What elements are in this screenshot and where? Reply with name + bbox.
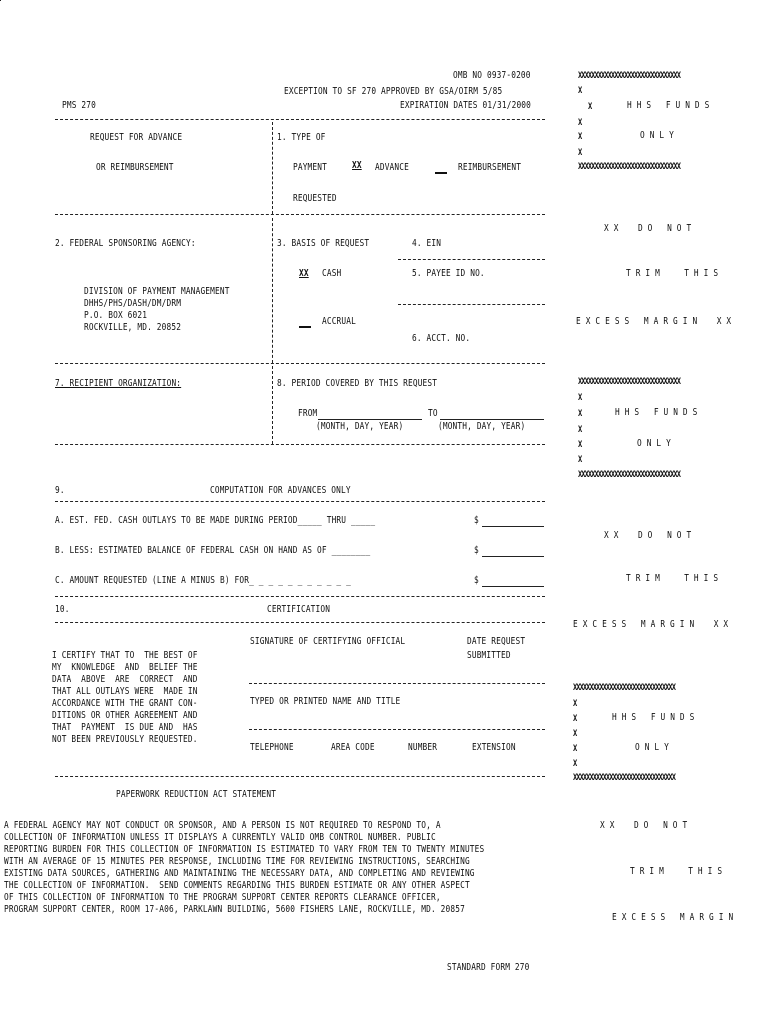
cert-statement-1: I CERTIFY THAT TO THE BEST OF bbox=[52, 650, 198, 661]
payee-id-label: 5. PAYEE ID NO. bbox=[412, 268, 485, 279]
signature-label: SIGNATURE OF CERTIFYING OFFICIAL bbox=[250, 636, 406, 647]
agency-address-4: ROCKVILLE, MD. 20852 bbox=[84, 322, 182, 333]
date-request-label: DATE REQUEST bbox=[467, 636, 526, 647]
divider bbox=[272, 366, 273, 444]
margin-star: X bbox=[578, 148, 582, 158]
computation-number: 9. bbox=[55, 485, 65, 496]
divider bbox=[272, 218, 273, 363]
margin-star: X bbox=[578, 440, 582, 450]
margin-star: X bbox=[588, 102, 592, 112]
paperwork-title: PAPERWORK REDUCTION ACT STATEMENT bbox=[116, 789, 277, 800]
acct-no-label: 6. ACCT. NO. bbox=[412, 333, 471, 344]
hhs-funds-text: H H S F U N D S bbox=[627, 100, 710, 111]
from-label: FROM bbox=[298, 408, 318, 419]
cert-statement-7: THAT PAYMENT IS DUE AND HAS bbox=[52, 722, 198, 733]
trim-this-text: T R I M T H I S bbox=[626, 268, 719, 279]
area-code-label: AREA CODE bbox=[331, 742, 375, 753]
margin-star: X bbox=[573, 744, 577, 754]
only-text: O N L Y bbox=[640, 130, 674, 141]
divider bbox=[272, 122, 273, 214]
paperwork-line-5: EXISTING DATA SOURCES, GATHERING AND MAINTAINING THE NECESSARY DATA, AND COMPLETING AND REVIEWING bbox=[4, 868, 475, 879]
trim-this-text: T R I M T H I S bbox=[626, 573, 719, 584]
submitted-label: SUBMITTED bbox=[467, 650, 511, 661]
trim-this-text: T R I M T H I S bbox=[630, 866, 723, 877]
line-a-amount[interactable] bbox=[482, 526, 544, 527]
ein-field[interactable] bbox=[398, 259, 545, 260]
period-covered-label: 8. PERIOD COVERED BY THIS REQUEST bbox=[277, 378, 438, 389]
margin-star: X bbox=[573, 729, 577, 739]
reimbursement-checkbox[interactable] bbox=[435, 172, 447, 174]
basis-of-request-label: 3. BASIS OF REQUEST bbox=[277, 238, 370, 249]
payment-label: PAYMENT bbox=[293, 162, 327, 173]
excess-margin-text: E X C E S S M A R G I N X X bbox=[573, 619, 729, 630]
name-field[interactable] bbox=[249, 729, 545, 730]
margin-stars: XXXXXXXXXXXXXXXXXXXXXXXXXXXXXXX bbox=[578, 377, 681, 387]
form-id: PMS 270 bbox=[62, 100, 96, 111]
margin-star: X bbox=[578, 425, 582, 435]
hhs-funds-text: H H S F U N D S bbox=[612, 712, 695, 723]
advance-checkbox[interactable]: XX bbox=[352, 160, 362, 171]
to-date-field[interactable] bbox=[440, 419, 544, 420]
agency-address-1: DIVISION OF PAYMENT MANAGEMENT bbox=[84, 286, 230, 297]
payee-id-field[interactable] bbox=[398, 304, 545, 305]
request-line-1: REQUEST FOR ADVANCE bbox=[90, 132, 183, 143]
number-label: NUMBER bbox=[408, 742, 438, 753]
telephone-label: TELEPHONE bbox=[250, 742, 294, 753]
line-b: B. LESS: ESTIMATED BALANCE OF FEDERAL CASH ON HAND AS OF ________ bbox=[55, 545, 371, 556]
cert-statement-2: MY KNOWLEDGE AND BELIEF THE bbox=[52, 662, 198, 673]
expiration-date: EXPIRATION DATES 01/31/2000 bbox=[400, 100, 532, 111]
paperwork-line-8: PROGRAM SUPPORT CENTER, ROOM 17-A06, PARKLAWN BUILDING, 5600 FISHERS LANE, ROCKVILLE, MD. 20857 bbox=[4, 904, 465, 915]
footer-form-name: STANDARD FORM 270 bbox=[447, 962, 530, 973]
exception-notice: EXCEPTION TO SF 270 APPROVED BY GSA/OIRM 5/85 bbox=[284, 86, 503, 97]
from-date-hint: (MONTH, DAY, YEAR) bbox=[316, 421, 404, 432]
divider bbox=[55, 776, 545, 777]
recipient-org-label: 7. RECIPIENT ORGANIZATION: bbox=[55, 378, 182, 389]
do-not-text: X X D O N O T bbox=[600, 820, 688, 831]
margin-stars: XXXXXXXXXXXXXXXXXXXXXXXXXXXXXXX bbox=[578, 71, 681, 81]
margin-star: X bbox=[578, 409, 582, 419]
margin-stars: XXXXXXXXXXXXXXXXXXXXXXXXXXXXXXX bbox=[573, 683, 676, 693]
from-date-field[interactable] bbox=[318, 419, 422, 420]
divider bbox=[55, 622, 545, 623]
cert-statement-4: THAT ALL OUTLAYS WERE MADE IN bbox=[52, 686, 198, 697]
cash-label: CASH bbox=[322, 268, 342, 279]
margin-star: X bbox=[578, 393, 582, 403]
line-c-amount[interactable] bbox=[482, 586, 544, 587]
extension-label: EXTENSION bbox=[472, 742, 516, 753]
line-b-amount[interactable] bbox=[482, 556, 544, 557]
certification-title: CERTIFICATION bbox=[267, 604, 331, 615]
margin-star: X bbox=[573, 714, 577, 724]
ein-label: 4. EIN bbox=[412, 238, 442, 249]
line-c-dollar: $ bbox=[474, 575, 479, 586]
line-a: A. EST. FED. CASH OUTLAYS TO BE MADE DURING PERIOD_____ THRU _____ bbox=[55, 515, 376, 526]
type-of-label: 1. TYPE OF bbox=[277, 132, 326, 143]
only-text: O N L Y bbox=[635, 742, 669, 753]
accrual-label: ACCRUAL bbox=[322, 316, 356, 327]
accrual-checkbox[interactable] bbox=[299, 326, 311, 328]
sponsoring-agency-label: 2. FEDERAL SPONSORING AGENCY: bbox=[55, 238, 196, 249]
page-edge bbox=[0, 0, 1, 1]
divider bbox=[55, 363, 545, 364]
typed-name-label: TYPED OR PRINTED NAME AND TITLE bbox=[250, 696, 401, 707]
line-b-dollar: $ bbox=[474, 545, 479, 556]
signature-field[interactable] bbox=[249, 683, 545, 684]
paperwork-line-4: WITH AN AVERAGE OF 15 MINUTES PER RESPONSE, INCLUDING TIME FOR REVIEWING INSTRUCTIONS, SEARCHING bbox=[4, 856, 470, 867]
divider bbox=[55, 444, 545, 445]
cert-statement-8: NOT BEEN PREVIOUSLY REQUESTED. bbox=[52, 734, 198, 745]
to-date-hint: (MONTH, DAY, YEAR) bbox=[438, 421, 526, 432]
margin-stars: XXXXXXXXXXXXXXXXXXXXXXXXXXXXXXX bbox=[573, 773, 676, 783]
divider bbox=[55, 501, 545, 502]
line-c: C. AMOUNT REQUESTED (LINE A MINUS B) FOR_ _ _ _ _ _ _ _ _ _ _ bbox=[55, 575, 351, 586]
margin-star: X bbox=[573, 699, 577, 709]
cash-checkbox[interactable]: XX bbox=[299, 268, 309, 279]
excess-margin-text: E X C E S S M A R G I N bbox=[612, 912, 734, 923]
line-a-dollar: $ bbox=[474, 515, 479, 526]
margin-star: X bbox=[578, 132, 582, 142]
hhs-funds-text: H H S F U N D S bbox=[615, 407, 698, 418]
divider bbox=[55, 214, 545, 215]
do-not-text: X X D O N O T bbox=[604, 223, 692, 234]
paperwork-line-7: OF THIS COLLECTION OF INFORMATION TO THE PROGRAM SUPPORT CENTER REPORTS CLEARANCE OFFICER, bbox=[4, 892, 441, 903]
margin-stars: XXXXXXXXXXXXXXXXXXXXXXXXXXXXXXX bbox=[578, 162, 681, 172]
agency-address-2: DHHS/PHS/DASH/DM/DRM bbox=[84, 298, 182, 309]
advance-label: ADVANCE bbox=[375, 162, 409, 173]
cert-statement-5: ACCORDANCE WITH THE GRANT CON- bbox=[52, 698, 198, 709]
request-line-2: OR REIMBURSEMENT bbox=[96, 162, 174, 173]
only-text: O N L Y bbox=[637, 438, 671, 449]
cert-statement-3: DATA ABOVE ARE CORRECT AND bbox=[52, 674, 198, 685]
paperwork-line-1: A FEDERAL AGENCY MAY NOT CONDUCT OR SPONSOR, AND A PERSON IS NOT REQUIRED TO RESPOND TO, A bbox=[4, 820, 441, 831]
do-not-text: X X D O N O T bbox=[604, 530, 692, 541]
computation-title: COMPUTATION FOR ADVANCES ONLY bbox=[210, 485, 351, 496]
reimbursement-label: REIMBURSEMENT bbox=[458, 162, 522, 173]
excess-margin-text: E X C E S S M A R G I N X X bbox=[576, 316, 732, 327]
cert-statement-6: DITIONS OR OTHER AGREEMENT AND bbox=[52, 710, 198, 721]
agency-address-3: P.O. BOX 6021 bbox=[84, 310, 148, 321]
margin-star: X bbox=[573, 759, 577, 769]
requested-label: REQUESTED bbox=[293, 193, 337, 204]
margin-star: X bbox=[578, 86, 582, 96]
paperwork-line-3: REPORTING BURDEN FOR THIS COLLECTION OF INFORMATION IS ESTIMATED TO VARY FROM TEN TO TWENTY MINUTES bbox=[4, 844, 485, 855]
margin-stars: XXXXXXXXXXXXXXXXXXXXXXXXXXXXXXX bbox=[578, 470, 681, 480]
margin-star: X bbox=[578, 118, 582, 128]
to-label: TO bbox=[428, 408, 438, 419]
paperwork-line-6: THE COLLECTION OF INFORMATION. SEND COMMENTS REGARDING THIS BURDEN ESTIMATE OR ANY OTHER ASPECT bbox=[4, 880, 470, 891]
margin-star: X bbox=[578, 455, 582, 465]
certification-number: 10. bbox=[55, 604, 70, 615]
divider bbox=[55, 596, 545, 597]
divider bbox=[55, 119, 545, 120]
paperwork-line-2: COLLECTION OF INFORMATION UNLESS IT DISPLAYS A CURRENTLY VALID OMB CONTROL NUMBER. PUBLIC bbox=[4, 832, 436, 843]
omb-number: OMB NO 0937-0200 bbox=[453, 70, 531, 81]
